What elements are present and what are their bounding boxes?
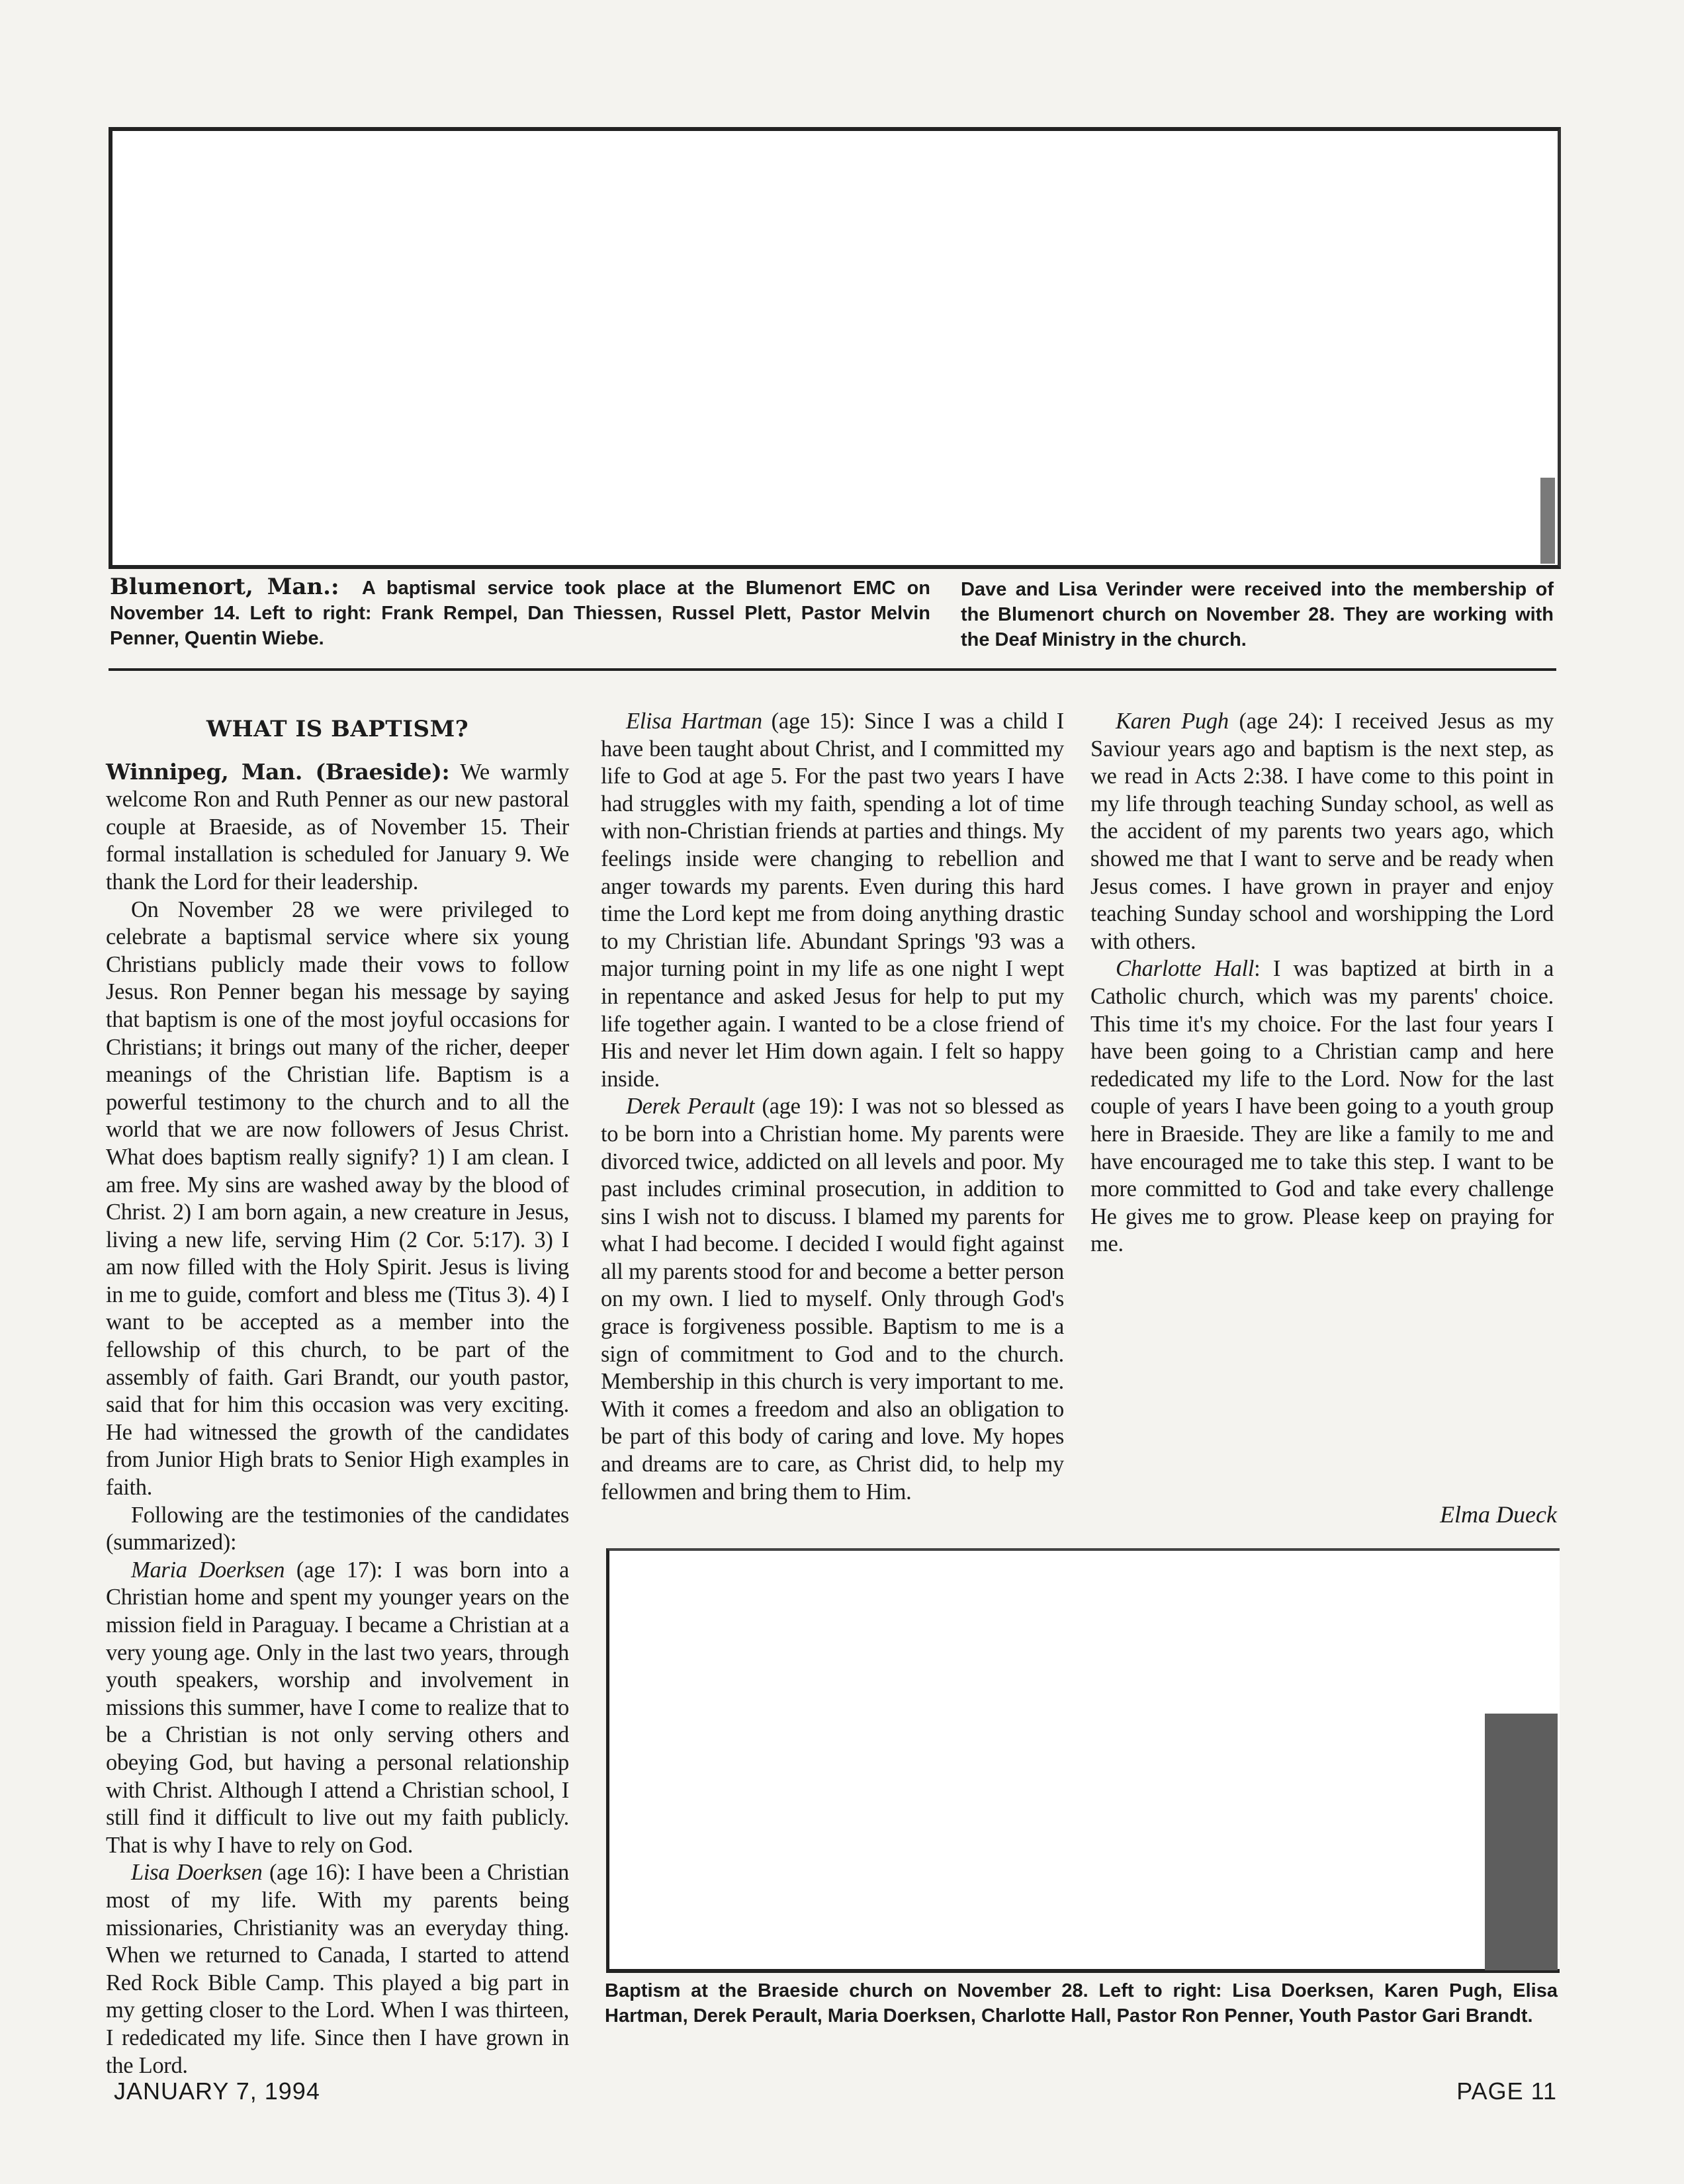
testimony-karen	[1090, 708, 1554, 955]
section-rule	[109, 668, 1556, 671]
testimony-text: (age 17): I was born into a Christian home and spent my younger years on the mission field in Paraguay. I became a Christian at a very young age. Only in the last two years, through youth speakers, worship and involvement in missions this summer, have I come to realize that to be a Christian is not only serving others and obeying God, but having a personal relationship with Christ. Although I attend a Christian school, I still find it difficult to live out my faith publicly. That is why I have to rely on God.	[106, 1557, 569, 1858]
caption-place: Blumenort, Man.:	[110, 574, 339, 600]
testimony-name: Maria Doerksen	[131, 1557, 285, 1583]
top-right-caption: Dave and Lisa Verinder were received into the membership of the Blumenort church on November 28. They are working with the Deaf Ministry in the church.	[961, 579, 1554, 650]
testimony-text: : I was baptized at birth in a Catholic church, which was my parents' choice. This time it's my choice. For the last four years I have been going to a Christian camp and here rededicated my life to the Lord. Now for the last couple of years I have been going to a youth group here in Braeside. They are like a family to me and have encouraged me to take this step. I want to be more committed to God and take every challenge He gives me to grow. Please keep on praying for me.	[1090, 956, 1554, 1257]
testimony-name: Charlotte Hall	[1116, 956, 1255, 982]
testimony-text: (age 16): I have been a Christian most of my life. With my parents being missionaries, Christianity was an everyday thing. When we returned to Canada, I started to attend Red Rock Bible Camp. This played a big part in my getting closer to the Lord. When I was thirteen, I rededicated my life. Since then I have grown in the Lord.	[106, 1860, 569, 2078]
headline: WHAT IS BAPTISM?	[206, 716, 469, 742]
byline: Elma Dueck	[1440, 1501, 1557, 1528]
testimony-name: Derek Perault	[626, 1094, 755, 1119]
top-left-caption	[110, 574, 930, 651]
testimony-text: (age 24): I received Jesus as my Saviour years ago and baptism is the next step, as we read in Acts 2:38. I have come to this point in my life through teaching Sunday school, as well as the accident of my parents two years ago, which showed me that I want to serve and be ready when Jesus comes. I have grown in prayer and enjoy teaching Sunday school and worshipping the Lord with others.	[1090, 709, 1554, 954]
top-photo	[109, 127, 1561, 569]
testimony-name: Karen Pugh	[1116, 709, 1229, 734]
article-paragraph	[106, 758, 569, 896]
testimony-name: Elisa Hartman	[626, 709, 762, 734]
bottom-photo-edge	[1485, 1714, 1558, 1970]
footer-date: JANUARY 7, 1994	[114, 2077, 320, 2105]
article-column-3	[1090, 708, 1554, 1489]
testimony-charlotte	[1090, 955, 1554, 1258]
top-photo-edge	[1540, 478, 1555, 564]
article-column-2	[601, 708, 1064, 1505]
testimony-text: (age 19): I was not so blessed as to be born into a Christian home. My parents were divorced twice, addicted on all levels and poor. My past includes criminal prosecution, in addition to sins I wish not to discuss. I blamed my parents for what I had become. I decided I would fight against all my parents stood for and become a better person on my own. I lied to myself. Only through God's grace is forgiveness possible. Baptism to me is a sign of commitment to God and to the church. Membership in this church is very important to me. With it comes a freedom and also an obligation to be part of this body of caring and love. My hopes and dreams are to care, as Christ did, to help my fellowmen and bring them to Him.	[601, 1094, 1064, 1505]
testimony-text: (age 15): Since I was a child I have been taught about Christ, and I committed my life to God at age 5. For the past two years I have had struggles with my faith, spending a lot of time with non-Christian friends at parties and things. My feelings inside were changing to rebellion and anger towards my parents. Even during this hard time the Lord kept me from doing anything drastic to my Christian life. Abundant Springs '93 was a major turning point in my life as one night I wept in repentance and asked Jesus for help to put my life together again. I wanted to be a close friend of His and never let Him down again. I felt so happy inside.	[601, 709, 1064, 1092]
caption-text: A baptismal service took place at the Blumenort EMC on November 14. Left to right: Frank Rempel, Dan Thiessen, Russel Plett, Pastor Melvin Penner, Quentin Wiebe.	[110, 578, 930, 649]
bottom-caption: Baptism at the Braeside church on November 28. Left to right: Lisa Doerksen, Karen Pugh, Elisa Hartman, Derek Perault, Maria Doerksen, Charlotte Hall, Pastor Ron Penner, Youth Pastor Gari Brandt.	[605, 1980, 1558, 2027]
testimony-maria	[106, 1557, 569, 1860]
paragraph-text: We warmly welcome Ron and Ruth Penner as our new pastoral couple at Braeside, as of November 15. Their formal installation is scheduled for January 9. We thank the Lord for their leadership.	[106, 759, 569, 895]
article-column-1	[106, 708, 569, 2078]
article-paragraph: Following are the testimonies of the candidates (summarized):	[106, 1502, 569, 1555]
dateline: Winnipeg, Man. (Braeside):	[106, 758, 450, 785]
footer-page-number: PAGE 11	[1456, 2077, 1557, 2105]
testimony-elisa	[601, 708, 1064, 1093]
testimony-name: Lisa Doerksen	[131, 1860, 263, 1886]
testimony-derek	[601, 1093, 1064, 1506]
article-paragraph: On November 28 we were privileged to celebrate a baptismal service where six young Christians publicly made their vows to follow Jesus. Ron Penner began his message by saying that baptism is one of the most joyful occasions for Christians; it brings out many of the richer, deeper meanings of the Christian life. Baptism is a powerful testimony to the church and to all the world that we are now followers of Jesus Christ. What does baptism really signify? 1) I am clean. I am free. My sins are washed away by the blood of Christ. 2) I am born again, a new creature in Jesus, living a new life, serving Him (2 Cor. 5:17). 3) I am now filled with the Holy Spirit. Jesus is living in me to guide, comfort and bless me (Titus 3). 4) I want to be accepted as a member into the fellowship of this church, to be part of the assembly of faith. Gari Brandt, our youth pastor, said that for him this occasion was very exciting. He had witnessed the growth of the candidates from Junior High brats to Senior High examples in faith.	[106, 896, 569, 1501]
testimony-lisa	[106, 1859, 569, 2079]
bottom-photo	[606, 1548, 1560, 1973]
